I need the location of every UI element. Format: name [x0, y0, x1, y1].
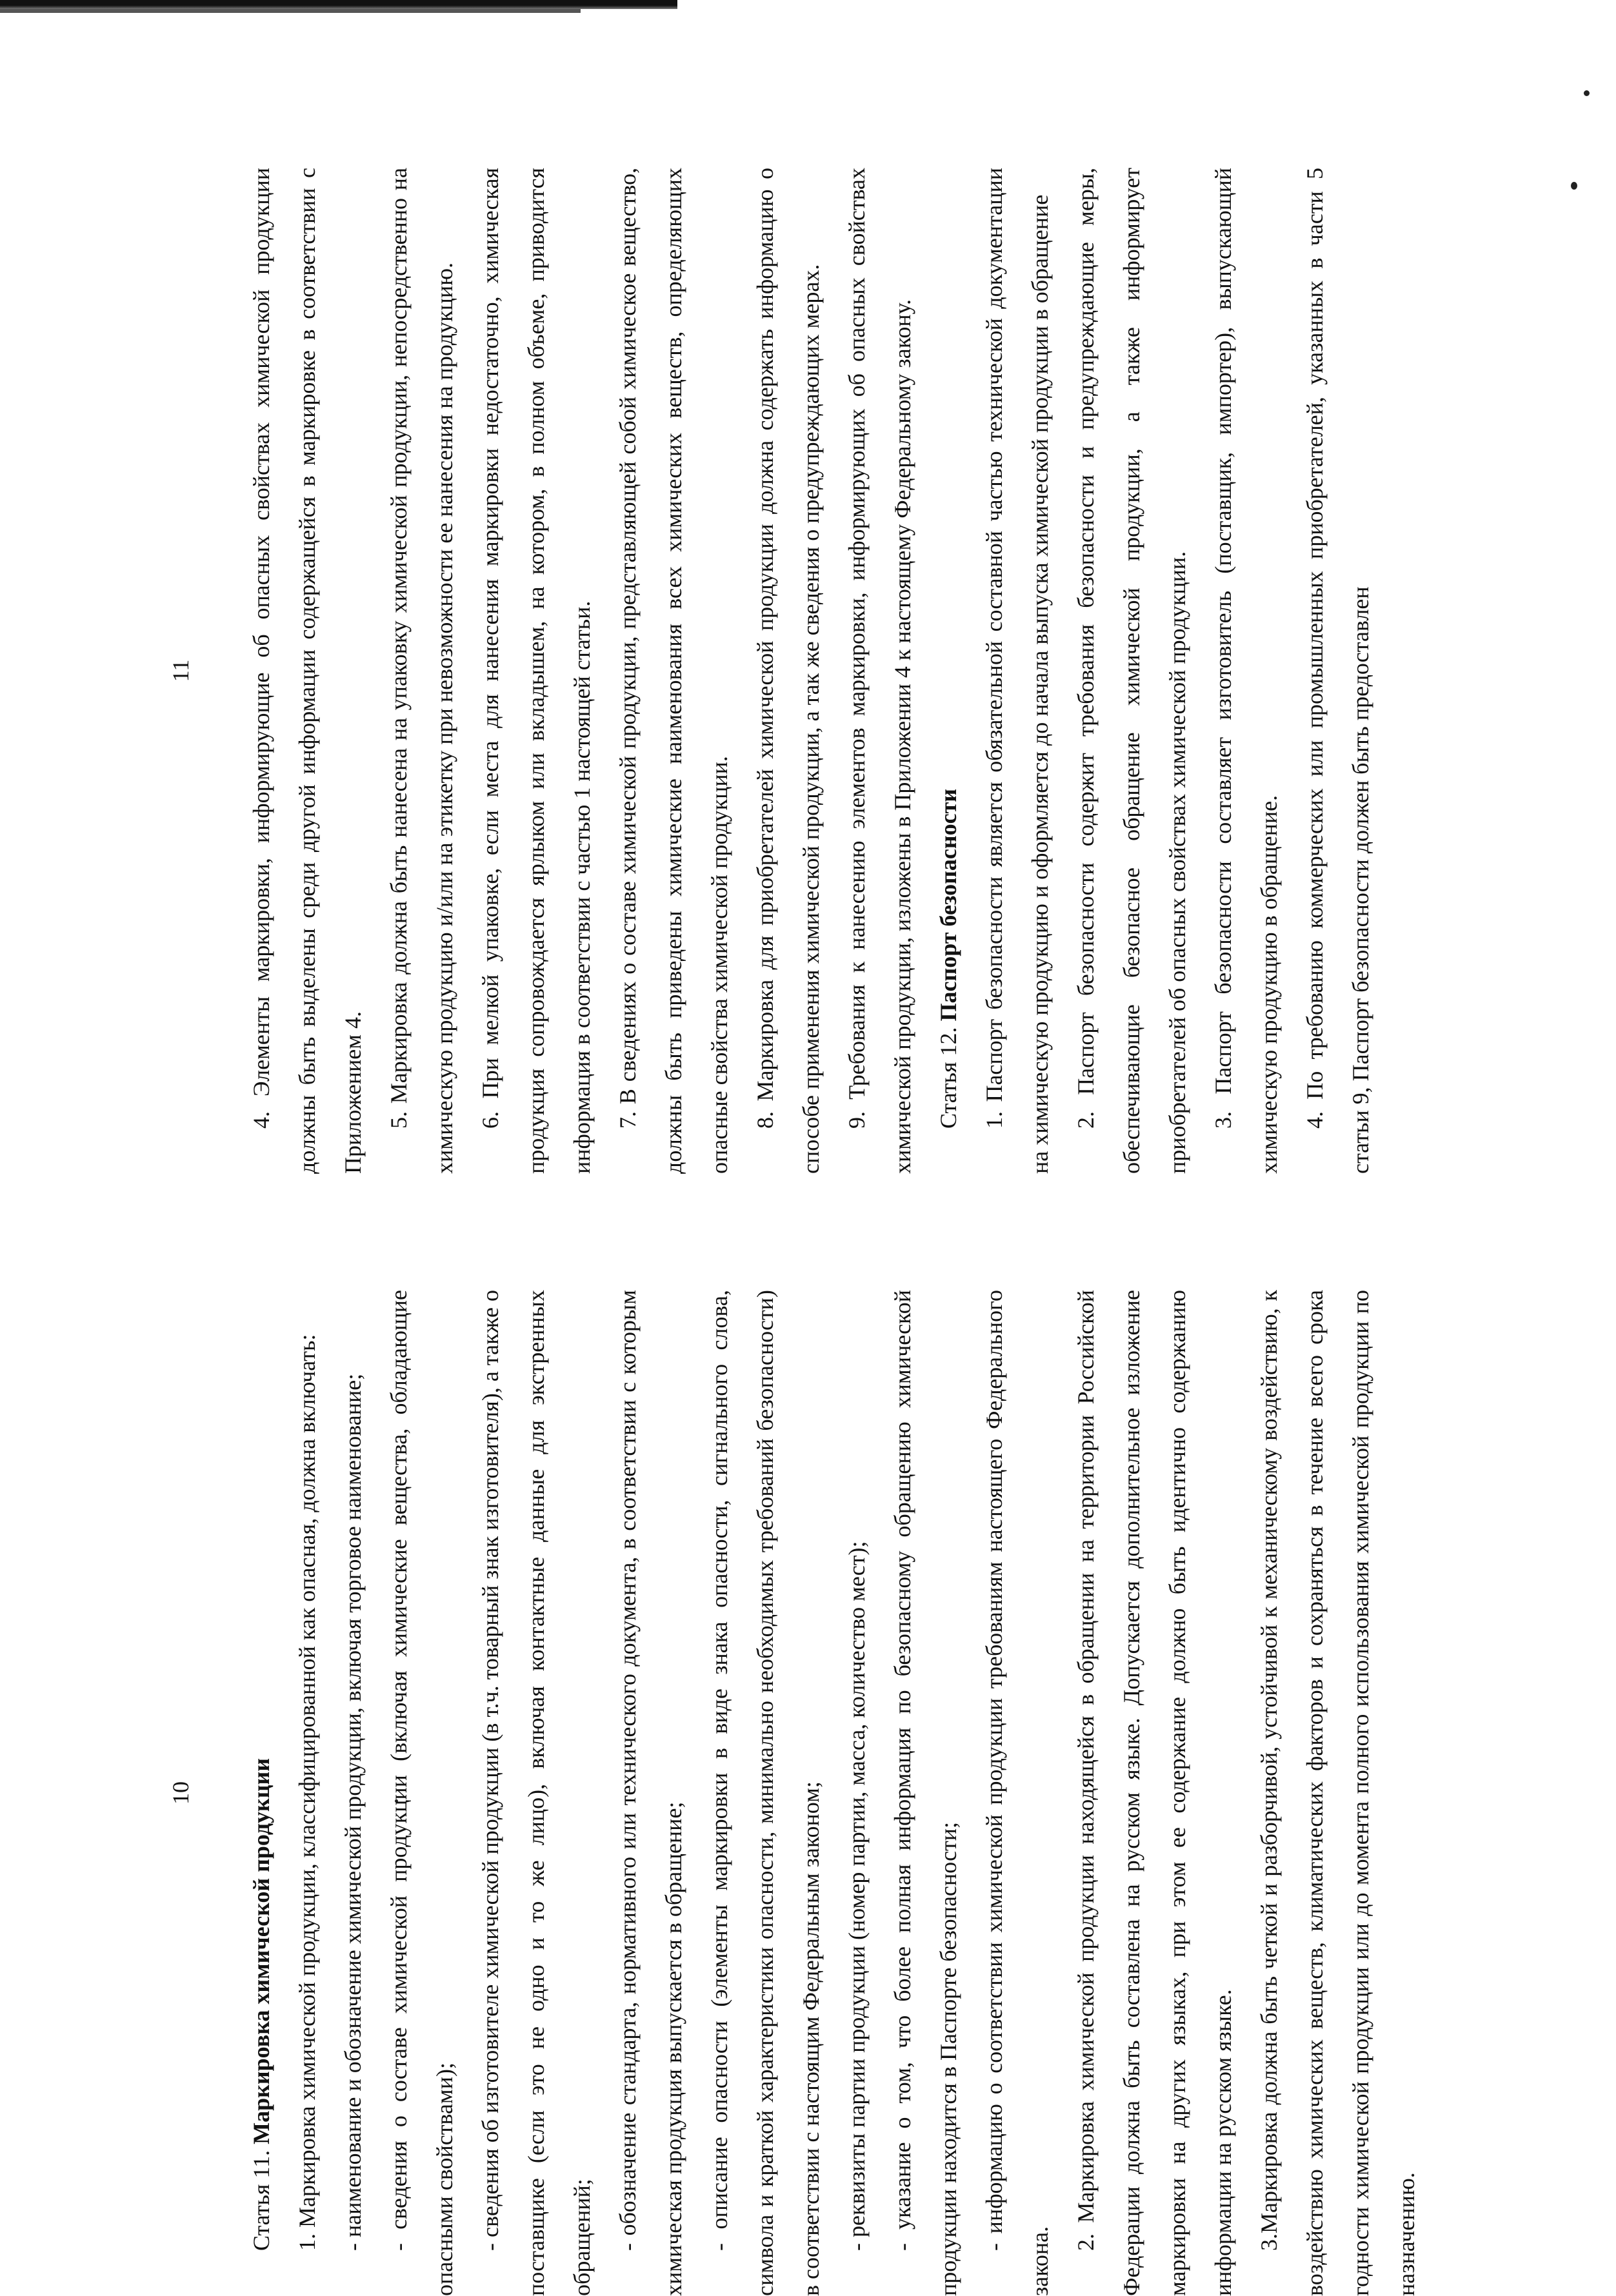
paragraph: 4. По требованию коммерческих или промышленных приобретателей, указанных в части 5 статьи 9, Паспорт безопасности должен быть предоставлен — [1302, 168, 1373, 1174]
list-item: - наименование и обозначение химической продукции, включая торговое наименование; — [340, 1373, 366, 2251]
list-item: - сведения об изготовителе химической продукции (в т.ч. товарный знак изготовителя), а также о поставщике (если это не одно и то же лицо), включая контактные данные для экстренных обращений; — [477, 1290, 595, 2296]
scan-edge-shadow-lower — [0, 9, 581, 13]
paragraph: 2. Маркировка химической продукции находящейся в обращении на территории Российской Федерации должна быть составлена на русском языке. Допускается дополнительное изложение маркировки на других языках, при этом ее содержание должно быть идентично содержанию информации на русском языке. — [1073, 1290, 1236, 2296]
paragraph: 6. При мелкой упаковке, если места для нанесения маркировки недостаточно, химическая продукция сопровождается ярлыком или вкладышем, на котором, в полном объеме, приводится информация в соответствии с частью 1 настоящей статьи. — [477, 168, 595, 1174]
page-10 — [168, 1290, 1522, 2296]
scan-speck — [1584, 90, 1590, 96]
paragraph: 4. Элементы маркировки, информирующие об опасных свойствах химической продукции должны быть выделены среди другой информации содержащейся в маркировке в соответствии с Приложением 4. — [248, 168, 366, 1174]
scan-speck — [1571, 182, 1577, 190]
page-number: 10 — [168, 1781, 194, 1805]
scan-edge-shadow — [0, 0, 677, 9]
page-11 — [168, 168, 1522, 1174]
article-11-heading — [239, 1290, 284, 2296]
article-prefix: Статья 12. — [935, 1027, 961, 1129]
list-item: - обозначение стандарта, нормативного или технического документа, в соответствии с которым химическая продукция выпускается в обращение; — [615, 1290, 686, 2296]
list-item: - описание опасности (элементы маркировки в виде знака опасности, сигнального слова, символа и краткой характеристики опасности, минимально необходимых требований безопасности) в соответствии с настоящим Федеральным законом; — [706, 1290, 824, 2296]
page-number: 11 — [168, 659, 194, 682]
paragraph: 2. Паспорт безопасности содержит требования безопасности и предупреждающие меры, обеспечивающие безопасное обращение химической продукции, а также информирует приобретателей об опасных свойствах химической продукции. — [1073, 168, 1190, 1174]
article-title: Маркировка химической продукции — [248, 1757, 274, 2144]
paragraph: 3. Паспорт безопасности составляет изготовитель (поставщик, импортер), выпускающий химическую продукцию в обращение. — [1210, 168, 1282, 1174]
paragraph: 8. Маркировка для приобретателей химической продукции должна содержать информацию о способе применения химической продукции, а так же сведения о предупреждающих мерах. — [752, 168, 824, 1174]
article-prefix: Статья 11. — [248, 2150, 274, 2251]
paragraph: 3.Маркировка должна быть четкой и разборчивой, устойчивой к механическому воздействию, к воздействию химических веществ, климатических факторов и сохраняться в течение всего срока годности химической продукции или до момента полного использования химической продукции по назначению. — [1256, 1290, 1419, 2296]
paragraph: 1. Паспорт безопасности является обязательной составной частью технической документации на химическую продукцию и оформляется до начала выпуска химической продукции в обращение — [981, 168, 1053, 1174]
article-title: Паспорт безопасности — [935, 788, 961, 1022]
list-item: - указание о том, что более полная информация по безопасному обращению химической продукции находится в Паспорте безопасности; — [890, 1290, 961, 2296]
list-item: - информацию о соответствии химической продукции требованиям настоящего Федерального закона. — [981, 1290, 1053, 2296]
document-spread — [168, 168, 1522, 2296]
list-item: - сведения о составе химической продукции (включая химические вещества, обладающие опасными свойствами); — [386, 1290, 457, 2296]
paragraph: 1. Маркировка химической продукции, классифицированной как опасная, должна включать: — [294, 1334, 320, 2251]
article-12-heading — [926, 168, 972, 1174]
paragraph: 5. Маркировка должна быть нанесена на упаковку химической продукции, непосредственно на химическую продукцию и/или на этикетку при невозможности ее нанесения на продукцию. — [386, 168, 457, 1174]
list-item: - реквизиты партии продукции (номер партии, масса, количество мест); — [844, 1541, 870, 2251]
paragraph: 7. В сведениях о составе химической продукции, представляющей собой химическое вещество, должны быть приведены химические наименования всех химических веществ, определяющих опасные свойства химической продукции. — [615, 168, 732, 1174]
paragraph: 9. Требования к нанесению элементов маркировки, информирующих об опасных свойствах химической продукции, изложены в Приложении 4 к настоящему Федеральному закону. — [844, 168, 915, 1174]
